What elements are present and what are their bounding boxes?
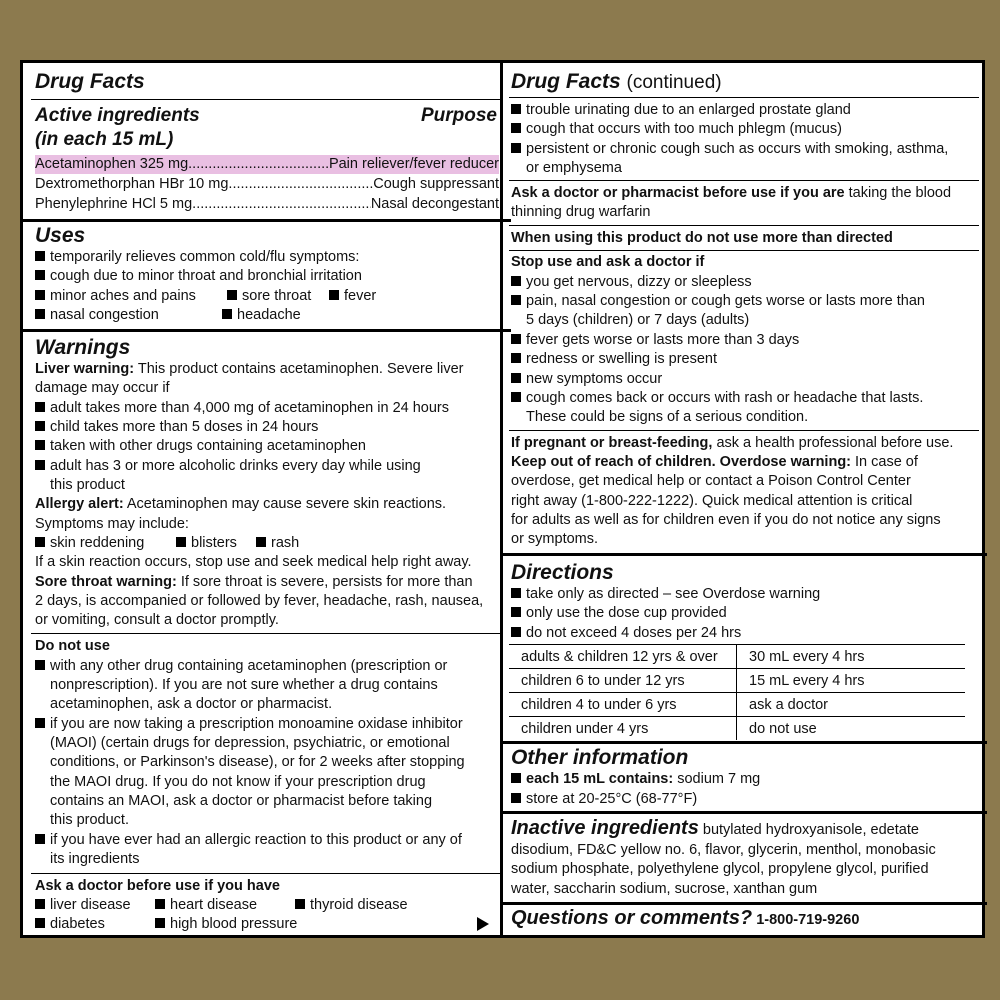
liver-item: taken with other drugs containing acetaminophen <box>35 437 366 456</box>
stop-use-item: pain, nasal congestion or cough gets worse or lasts more than <box>511 292 925 311</box>
bullet-icon <box>35 834 45 844</box>
do-not-use-item-cont: acetaminophen, ask a doctor or pharmacist. <box>50 696 333 712</box>
bullet-icon <box>35 440 45 450</box>
allergy-alert-cont: Symptoms may include: <box>35 516 189 532</box>
table-cell-dose: 30 mL every 4 hrs <box>737 645 966 669</box>
other-info-item: each 15 mL contains: sodium 7 mg <box>511 770 760 789</box>
bullet-icon <box>511 143 521 153</box>
bullet-icon <box>227 290 237 300</box>
allergy-item: skin reddening <box>35 534 144 553</box>
questions-title: Questions or comments? <box>511 907 753 929</box>
bullet-icon <box>511 773 521 783</box>
table-cell-age: children 4 to under 6 yrs <box>509 693 737 717</box>
sore-throat-cont: 2 days, is accompanied or followed by fever, headache, rash, nausea, <box>35 593 484 609</box>
table-row <box>509 693 965 717</box>
cont-item-wrap: or emphysema <box>526 160 622 176</box>
bullet-icon <box>511 276 521 286</box>
bullet-icon <box>155 899 165 909</box>
bullet-icon <box>35 270 45 280</box>
rule <box>509 97 979 98</box>
purpose-heading: Purpose <box>420 105 497 126</box>
do-not-use-title: Do not use <box>35 638 110 654</box>
section-rule <box>501 902 987 905</box>
continue-arrow-icon <box>477 917 489 931</box>
table-cell-dose: 15 mL every 4 hrs <box>737 669 966 693</box>
ask-doctor-item: thyroid disease <box>295 896 408 915</box>
drug-facts-label <box>20 60 985 938</box>
active-ingredients-heading: Active ingredients <box>35 105 200 126</box>
bullet-icon <box>511 607 521 617</box>
bullet-icon <box>35 402 45 412</box>
ask-doctor-item: liver disease <box>35 896 131 915</box>
questions-phone: 1-800-719-9260 <box>756 912 860 928</box>
table-cell-dose: ask a doctor <box>737 693 966 717</box>
section-rule <box>501 811 987 814</box>
overdose-warning-cont: overdose, get medical help or contact a Poison Control Center <box>511 473 911 489</box>
bullet-icon <box>35 251 45 261</box>
section-rule <box>23 329 511 332</box>
ingredient-row <box>35 195 499 214</box>
rule <box>509 225 979 226</box>
do-not-use-item-cont: (MAOI) (certain drugs for depression, psychiatric, or emotional <box>50 735 450 751</box>
drug-facts-title: Drug Facts <box>35 70 145 93</box>
stop-use-item-wrap: 5 days (children) or 7 days (adults) <box>526 312 750 328</box>
other-information-title: Other information <box>511 746 689 769</box>
cont-item: persistent or chronic cough such as occurs with smoking, asthma, <box>511 140 948 159</box>
bullet-icon <box>511 295 521 305</box>
table-row <box>509 717 965 741</box>
bullet-icon <box>35 460 45 470</box>
bullet-icon <box>35 421 45 431</box>
uses-item: nasal congestion <box>35 306 159 325</box>
ingredient-name: Dextromethorphan HBr 10 mg <box>35 176 229 192</box>
stop-use-item: new symptoms occur <box>511 370 662 389</box>
liver-item: adult has 3 or more alcoholic drinks every day while using <box>35 457 421 476</box>
table-row <box>509 645 965 669</box>
allergy-item: rash <box>256 534 299 553</box>
overdose-warning: Keep out of reach of children. Overdose warning: In case of <box>511 454 918 470</box>
do-not-use-item-cont: the MAOI drug. If you do not know if your prescription drug <box>50 774 426 790</box>
inactive-ingredients-cont: water, saccharin sodium, sucrose, xanthan gum <box>511 881 818 897</box>
bullet-icon <box>511 104 521 114</box>
stop-use-item-wrap: These could be signs of a serious condition. <box>526 409 809 425</box>
bullet-icon <box>222 309 232 319</box>
allergy-advice: If a skin reaction occurs, stop use and seek medical help right away. <box>35 554 472 570</box>
bullet-icon <box>176 537 186 547</box>
do-not-use-item: with any other drug containing acetaminophen (prescription or <box>35 657 447 676</box>
warfarin-warning: Ask a doctor or pharmacist before use if you are taking the blood <box>511 185 952 201</box>
bullet-icon <box>511 353 521 363</box>
active-ingredients-subheading: (in each 15 mL) <box>35 129 174 150</box>
inactive-ingredients-title: Inactive ingredients <box>511 817 699 839</box>
left-column <box>31 63 503 935</box>
table-cell-age: adults & children 12 yrs & over <box>509 645 737 669</box>
pregnancy-warning: If pregnant or breast-feeding, ask a health professional before use. <box>511 435 954 451</box>
ask-doctor-item: high blood pressure <box>155 915 297 934</box>
ingredient-row <box>35 175 499 194</box>
rule <box>509 180 979 181</box>
rule <box>31 99 503 100</box>
liver-warning-cont: damage may occur if <box>35 380 170 396</box>
uses-item: minor aches and pains <box>35 287 196 306</box>
table-row <box>509 669 965 693</box>
uses-title: Uses <box>35 224 86 247</box>
bullet-icon <box>511 334 521 344</box>
do-not-use-item-cont: contains an MAOI, ask a doctor or pharmacist before taking <box>50 793 433 809</box>
warnings-title: Warnings <box>35 336 131 359</box>
do-not-use-item: if you are now taking a prescription monoamine oxidase inhibitor <box>35 715 463 734</box>
directions-item: take only as directed – see Overdose warning <box>511 585 820 604</box>
overdose-warning-cont: right away (1-800-222-1222). Quick medical attention is critical <box>511 493 913 509</box>
do-not-use-item: if you have ever had an allergic reaction to this product or any of <box>35 831 462 850</box>
cont-item: cough that occurs with too much phlegm (mucus) <box>511 120 842 139</box>
allergy-item: blisters <box>176 534 237 553</box>
warfarin-warning-cont: thinning drug warfarin <box>511 204 651 220</box>
bullet-icon <box>511 793 521 803</box>
directions-item: only use the dose cup provided <box>511 604 727 623</box>
drug-facts-continued-title: Drug Facts (continued) <box>511 70 722 93</box>
overdose-warning-cont: or symptoms. <box>511 531 599 547</box>
bullet-icon <box>511 392 521 402</box>
do-not-use-item-cont: conditions, or Parkinson's disease), or for 2 weeks after stopping <box>50 754 465 770</box>
bullet-icon <box>511 123 521 133</box>
liver-item-cont: this product <box>50 477 125 493</box>
table-cell-age: children under 4 yrs <box>509 717 737 741</box>
do-not-use-item-cont: nonprescription). If you are not sure whether a drug contains <box>50 677 438 693</box>
bullet-icon <box>35 290 45 300</box>
table-cell-age: children 6 to under 12 yrs <box>509 669 737 693</box>
bullet-icon <box>511 373 521 383</box>
ingredient-name: Acetaminophen 325 mg <box>35 156 189 172</box>
do-not-use-item-cont: this product. <box>50 812 129 828</box>
ask-doctor-item: diabetes <box>35 915 105 934</box>
questions-line <box>511 909 859 930</box>
bullet-icon <box>35 918 45 928</box>
section-rule <box>23 219 511 222</box>
inactive-ingredients-cont: sodium phosphate, polyethylene glycol, propylene glycol, purified <box>511 861 929 877</box>
section-rule <box>501 553 987 556</box>
stop-use-item: cough comes back or occurs with rash or headache that lasts. <box>511 389 923 408</box>
sore-throat-warning: Sore throat warning: If sore throat is severe, persists for more than <box>35 574 473 590</box>
ingredient-purpose: Nasal decongestant <box>370 196 499 212</box>
sore-throat-cont: or vomiting, consult a doctor promptly. <box>35 612 279 628</box>
directions-item: do not exceed 4 doses per 24 hrs <box>511 624 741 643</box>
do-not-use-item-cont: its ingredients <box>50 851 140 867</box>
uses-item: temporarily relieves common cold/flu symptoms: <box>35 248 359 267</box>
section-rule <box>501 741 987 744</box>
bullet-icon <box>511 588 521 598</box>
stop-use-item: fever gets worse or lasts more than 3 days <box>511 331 799 350</box>
other-info-item: store at 20-25°C (68-77°F) <box>511 790 697 809</box>
stop-use-item: you get nervous, dizzy or sleepless <box>511 273 752 292</box>
bullet-icon <box>35 899 45 909</box>
dosage-table <box>509 644 965 740</box>
directions-title: Directions <box>511 561 614 584</box>
uses-item: fever <box>329 287 376 306</box>
bullet-icon <box>35 660 45 670</box>
table-cell-dose: do not use <box>737 717 966 741</box>
rule <box>31 873 503 874</box>
liver-warning: Liver warning: This product contains acetaminophen. Severe liver <box>35 361 464 377</box>
bullet-icon <box>35 309 45 319</box>
allergy-alert: Allergy alert: Acetaminophen may cause severe skin reactions. <box>35 496 447 512</box>
bullet-icon <box>35 718 45 728</box>
uses-item: headache <box>222 306 301 325</box>
ingredient-name: Phenylephrine HCl 5 mg <box>35 196 193 212</box>
bullet-icon <box>295 899 305 909</box>
liver-item: child takes more than 5 doses in 24 hours <box>35 418 318 437</box>
bullet-icon <box>35 537 45 547</box>
ingredient-row <box>35 155 499 174</box>
ingredient-purpose: Cough suppressant <box>373 176 499 192</box>
ask-doctor-item: heart disease <box>155 896 257 915</box>
bullet-icon <box>329 290 339 300</box>
when-using-warning: When using this product do not use more than directed <box>511 230 893 246</box>
ingredient-purpose: Pain reliever/fever reducer <box>328 156 499 172</box>
inactive-ingredients: Inactive ingredients butylated hydroxyanisole, edetate <box>511 817 919 839</box>
cont-item: trouble urinating due to an enlarged prostate gland <box>511 101 851 120</box>
rule <box>31 633 503 634</box>
right-column <box>509 63 979 935</box>
stop-use-title: Stop use and ask a doctor if <box>511 254 705 270</box>
liver-item: adult takes more than 4,000 mg of acetaminophen in 24 hours <box>35 399 449 418</box>
bullet-icon <box>256 537 266 547</box>
overdose-warning-cont: for adults as well as for children even if you do not notice any signs <box>511 512 941 528</box>
ask-doctor-title: Ask a doctor before use if you have <box>35 878 280 894</box>
bullet-icon <box>155 918 165 928</box>
bullet-icon <box>511 627 521 637</box>
uses-item: sore throat <box>227 287 311 306</box>
stop-use-item: redness or swelling is present <box>511 350 717 369</box>
rule <box>509 430 979 431</box>
inactive-ingredients-cont: disodium, FD&C yellow no. 6, flavor, glycerin, menthol, monobasic <box>511 842 936 858</box>
rule <box>509 250 979 251</box>
uses-item: cough due to minor throat and bronchial irritation <box>35 267 362 286</box>
